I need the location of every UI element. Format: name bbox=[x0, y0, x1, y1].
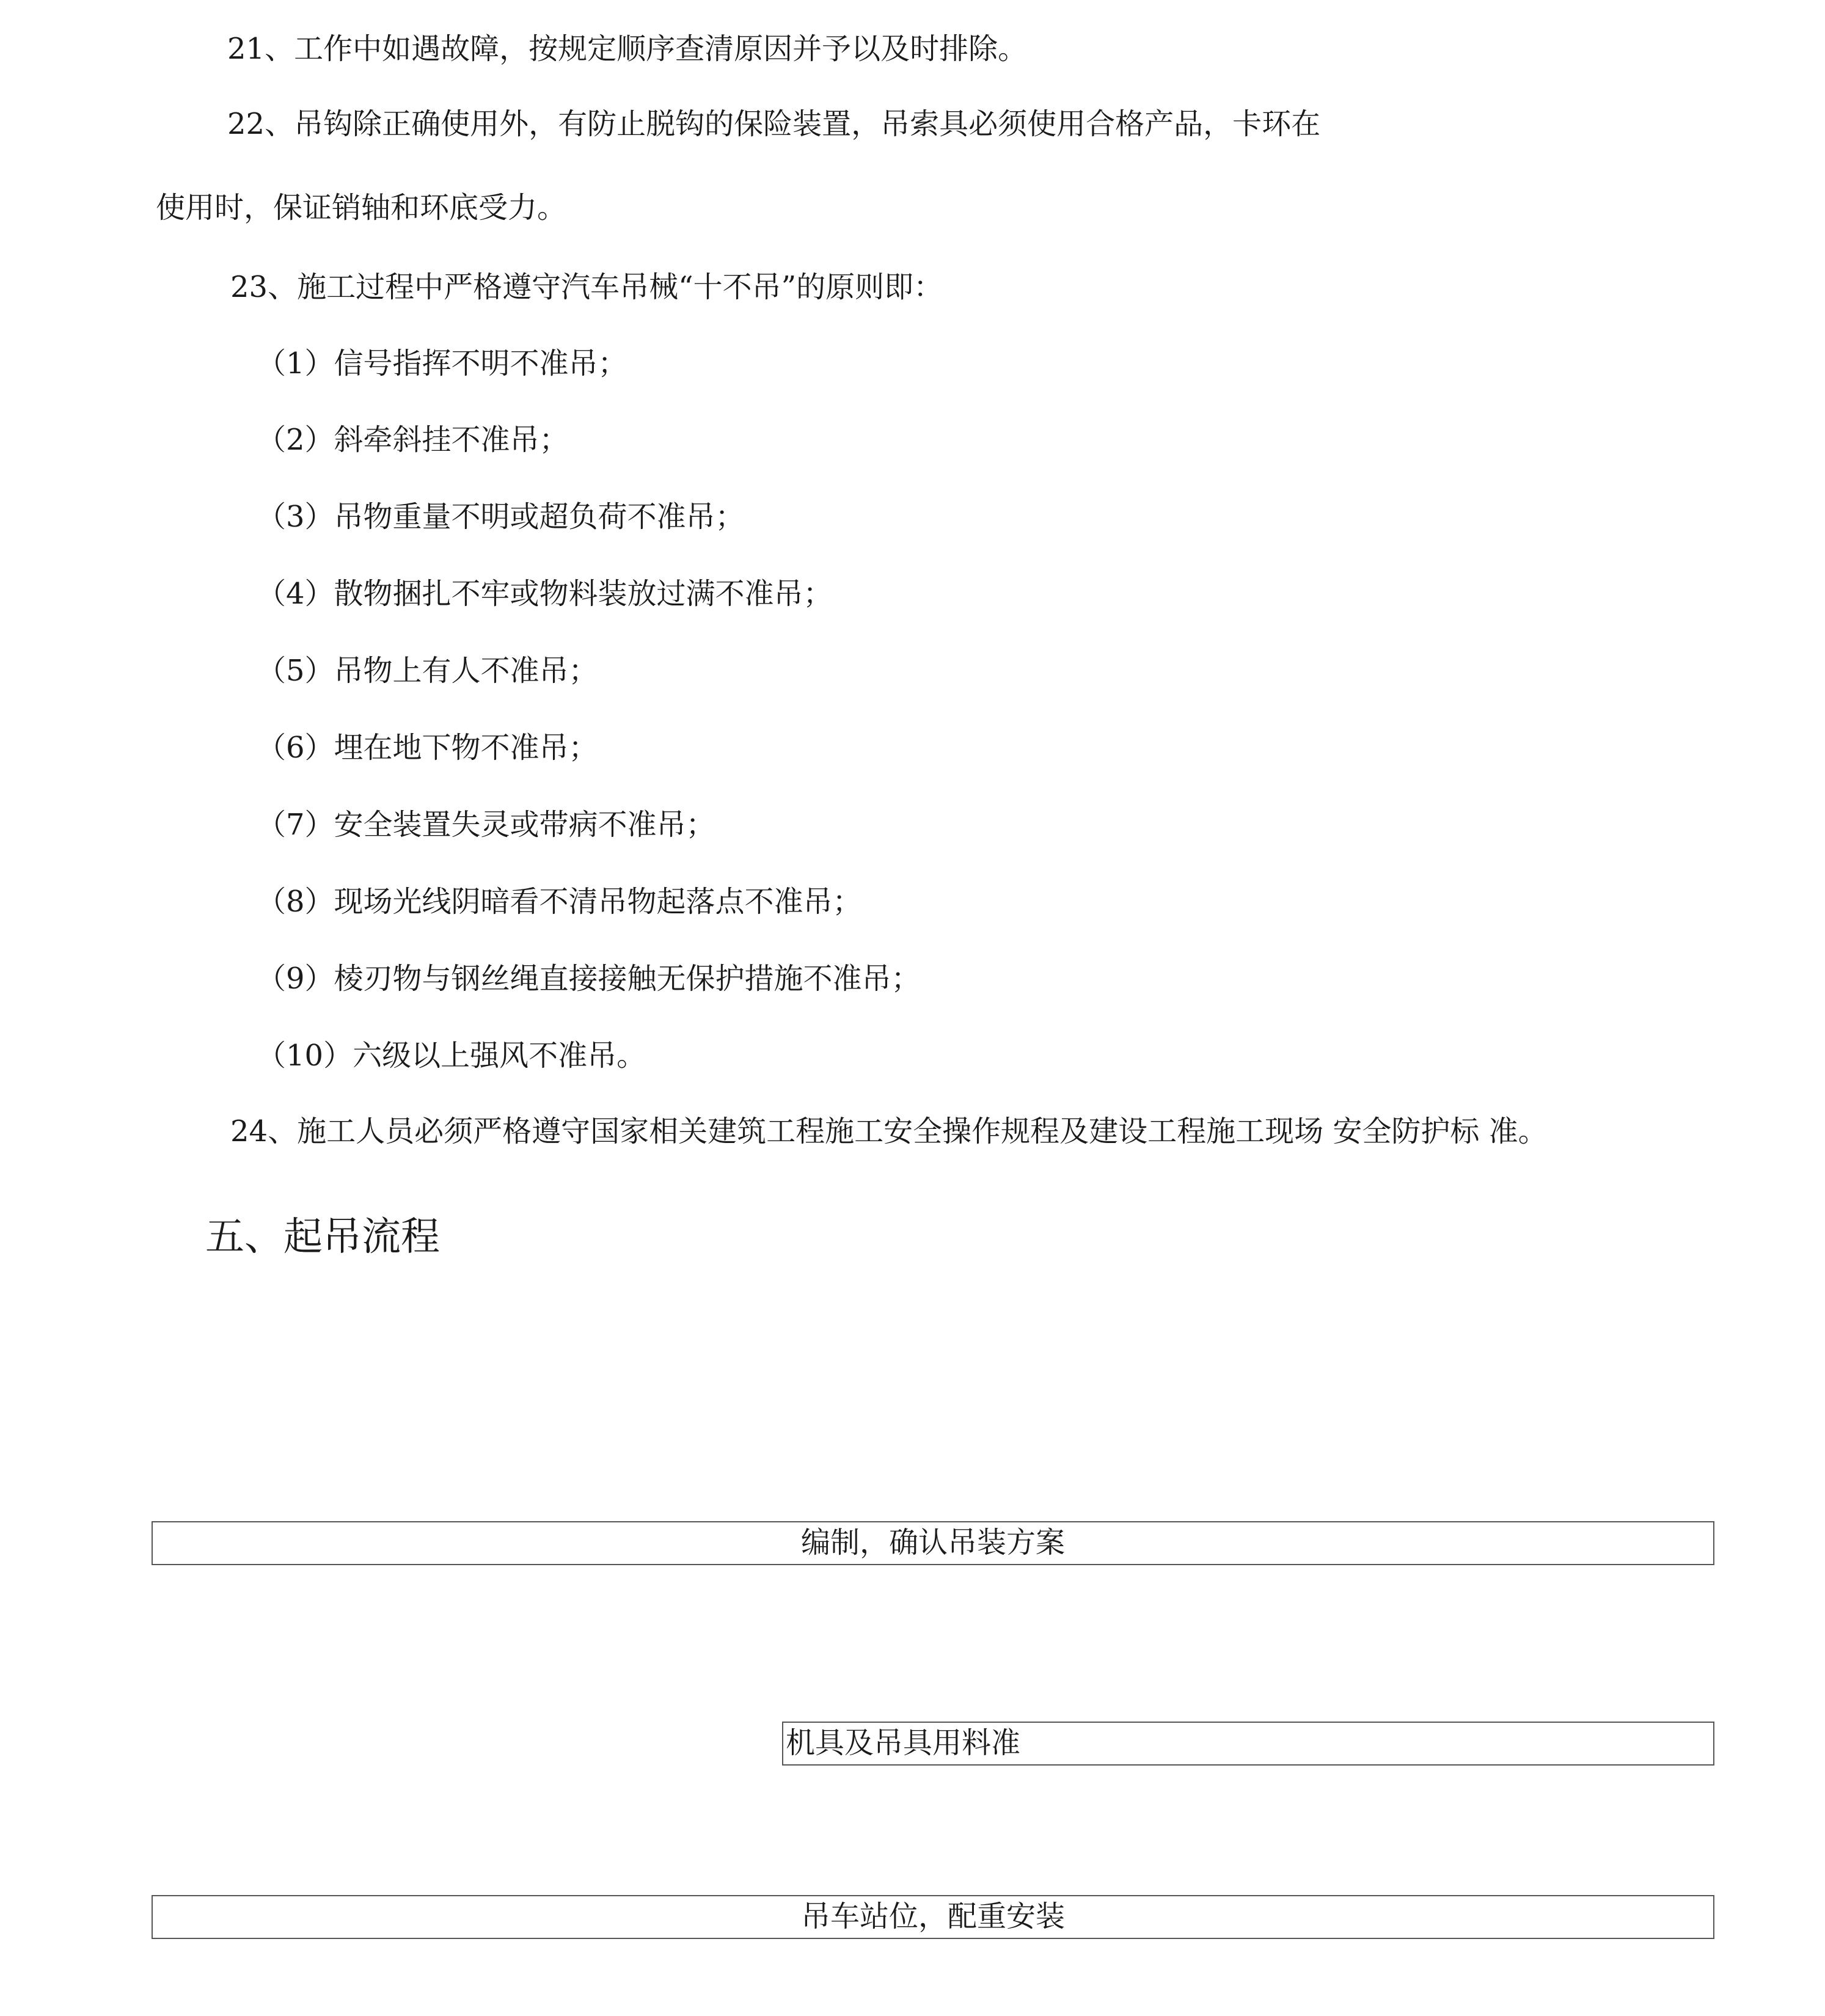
flow-step-1-label: 编制，确认吊装方案 bbox=[800, 1525, 1065, 1560]
rule-item-10: （10）六级以上强风不准吊。 bbox=[257, 1039, 646, 1073]
rule-item-8: （8）现场光线阴暗看不清吊物起落点不准吊； bbox=[257, 885, 862, 919]
rule-item-6: （6）埋在地下物不准吊； bbox=[257, 731, 598, 765]
rule-item-3: （3）吊物重量不明或超负荷不准吊； bbox=[257, 500, 745, 534]
rule-item-9: （9）棱刃物与钢丝绳直接接触无保护措施不准吊； bbox=[257, 962, 921, 996]
rule-item-1: （1）信号指挥不明不准吊； bbox=[257, 346, 627, 381]
paragraph-22-line-1: 22、吊钩除正确使用外，有防止脱钩的保险装置，吊索具必须使用合格产品，卡环在 bbox=[227, 107, 1321, 141]
flow-step-3 bbox=[152, 1895, 1714, 1939]
rule-item-2: （2）斜牵斜挂不准吊； bbox=[257, 423, 569, 457]
paragraph-23: 23、施工过程中严格遵守汽车吊械“十不吊”的原则即： bbox=[230, 270, 943, 304]
rule-item-7: （7）安全装置失灵或带病不准吊； bbox=[257, 808, 715, 842]
flow-step-2 bbox=[782, 1722, 1714, 1766]
rule-item-5: （5）吊物上有人不准吊； bbox=[257, 654, 598, 688]
paragraph-24: 24、施工人员必须严格遵守国家相关建筑工程施工安全操作规程及建设工程施工现场 安全防护标 准。 bbox=[230, 1114, 1548, 1149]
paragraph-22-line-2: 使用时，保证销轴和环底受力。 bbox=[156, 191, 567, 225]
flow-step-1 bbox=[152, 1521, 1714, 1565]
rule-item-4: （4）散物捆扎不牢或物料装放过满不准吊； bbox=[257, 577, 833, 611]
paragraph-21: 21、工作中如遇故障，按规定顺序查清原因并予以及时排除。 bbox=[227, 32, 1028, 66]
flow-step-3-label: 吊车站位，配重安装 bbox=[800, 1899, 1065, 1934]
section-heading: 五、起吊流程 bbox=[205, 1214, 440, 1260]
flow-step-2-label: 机具及吊具用料准 bbox=[786, 1726, 1021, 1760]
